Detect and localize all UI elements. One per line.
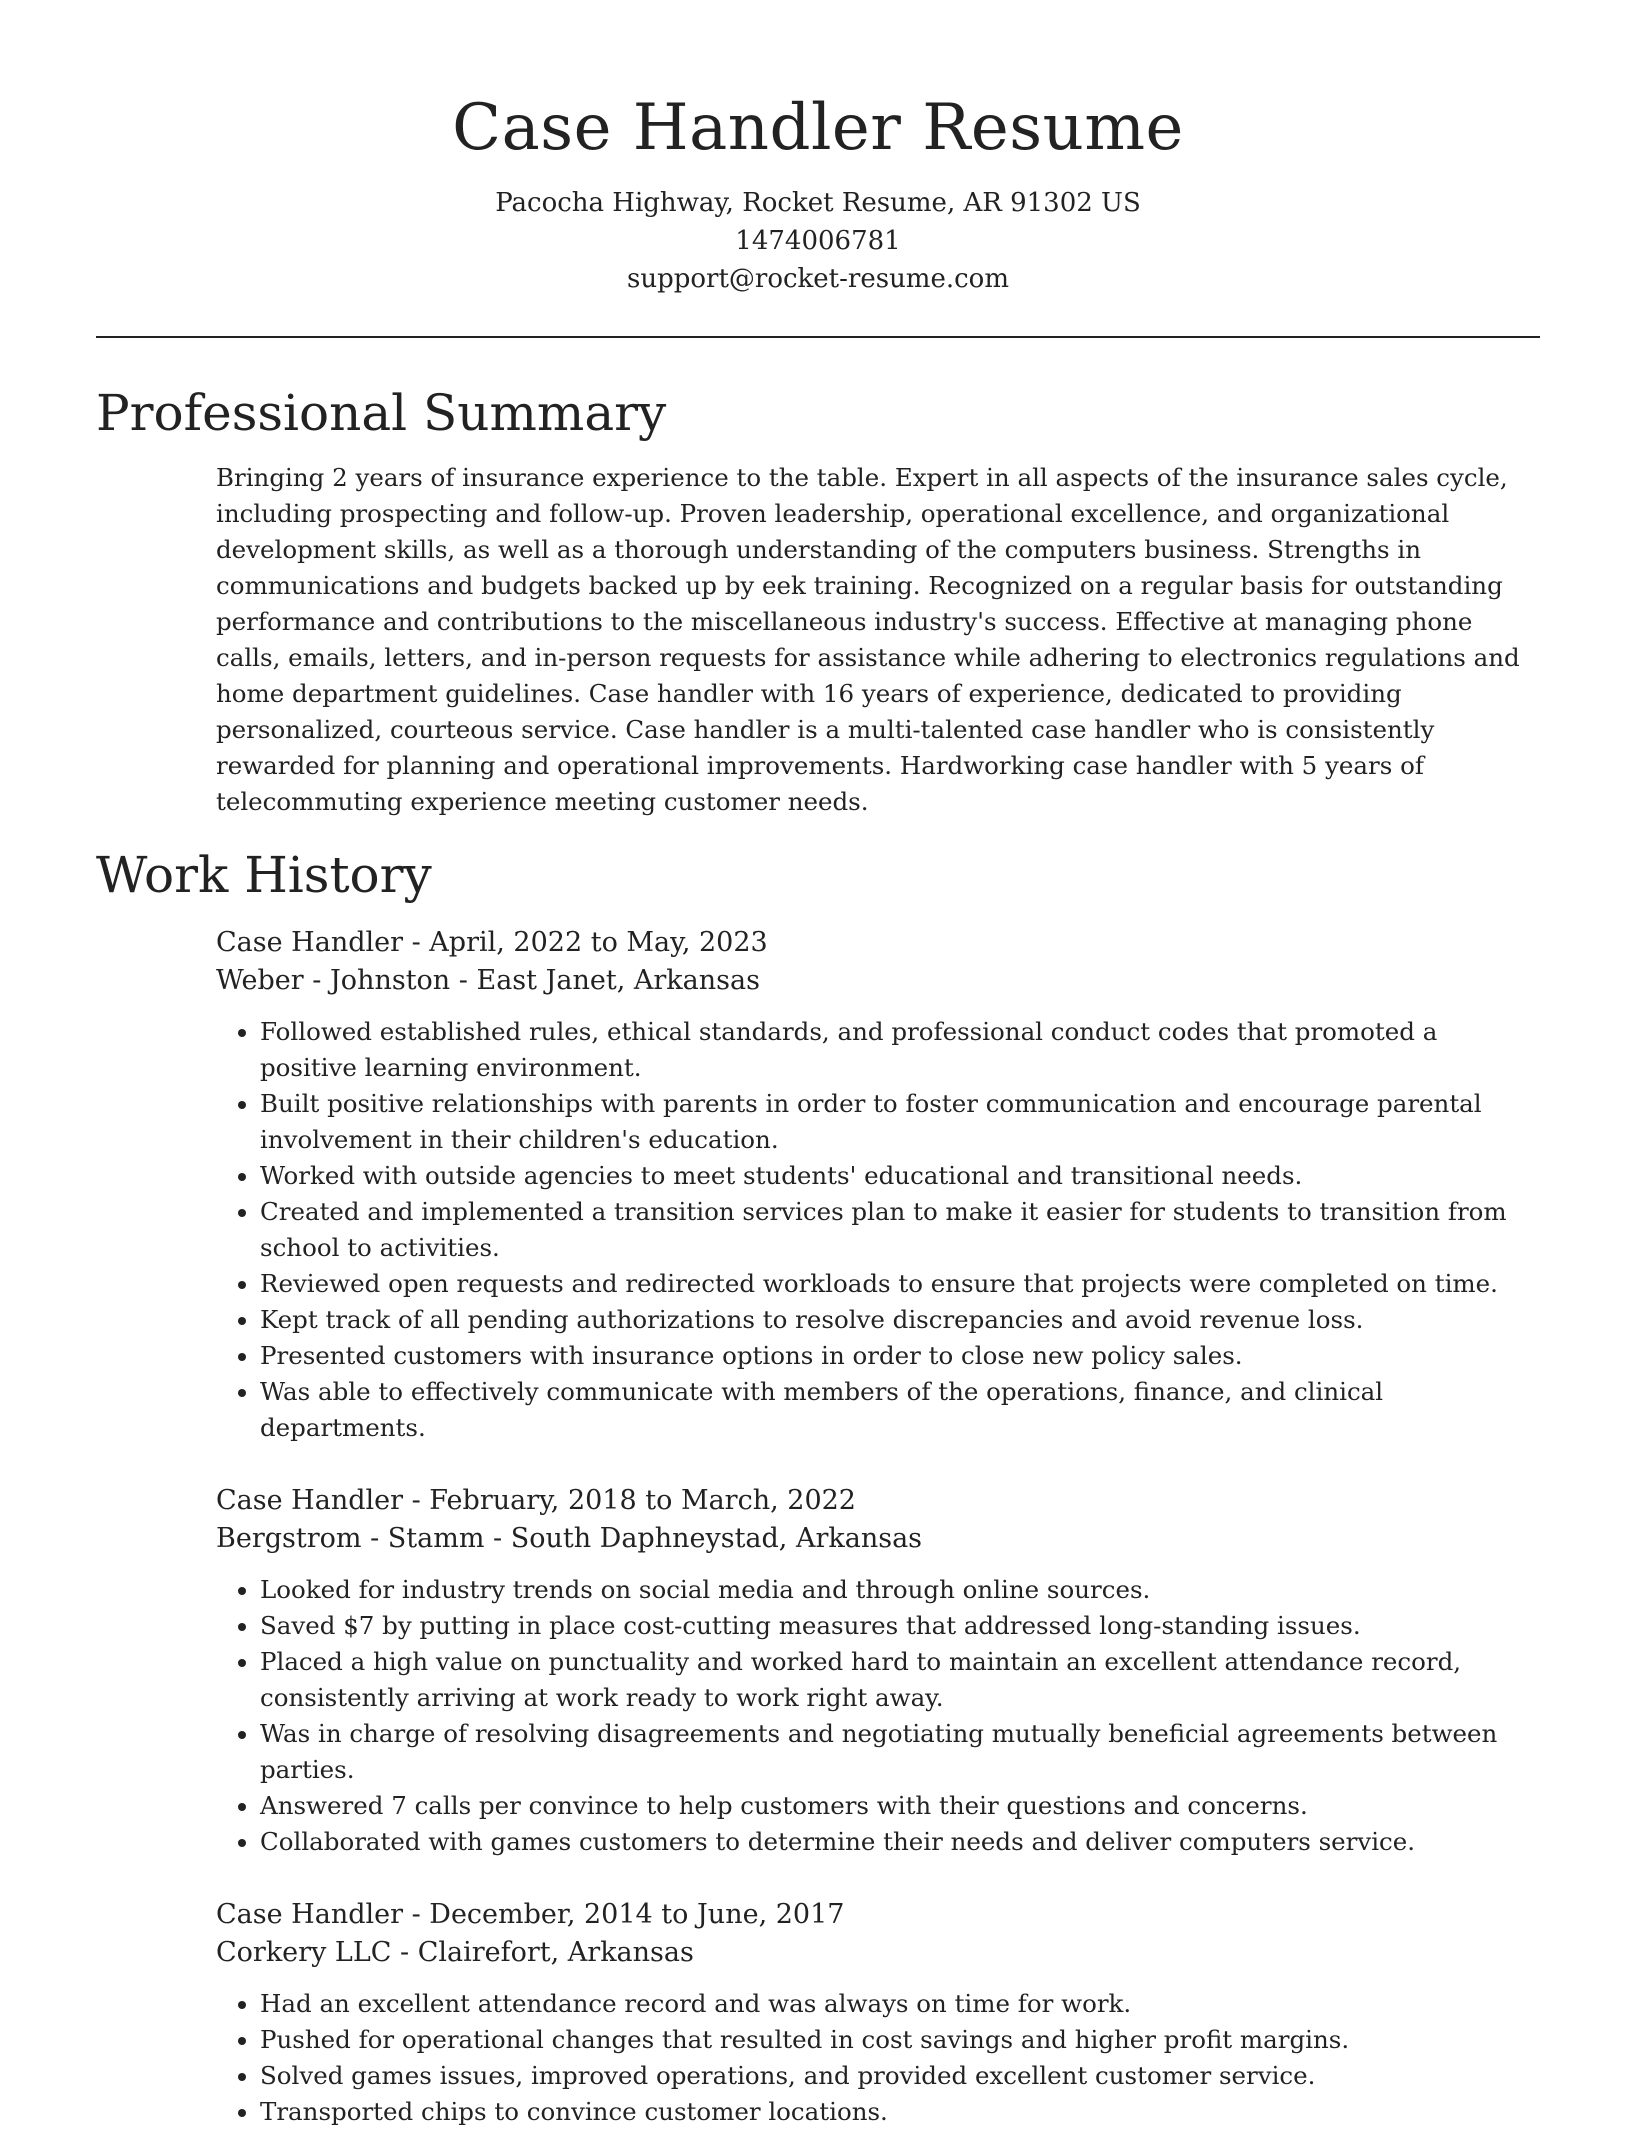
- contact-address: Pacocha Highway, Rocket Resume, AR 91302 US: [495, 188, 1141, 218]
- summary-text: Bringing 2 years of insurance experience to the table. Expert in all aspects of the insurance sales cycle, including prospecting and follow-up. Proven leadership, operational excellence, and organizational development skills, as well as a thorough understanding of the computers business. Strengths in communications and budgets backed up by eek training. Recognized on a regular basis for outstanding performance and contributions to the miscellaneous industry's success. Effective at managing phone calls, emails, letters, and in-person requests for assistance while adhering to electronics regulations and home department guidelines. Case handler with 16 years of experience, dedicated to providing personalized, courteous service. Case handler is a multi-talented case handler who is consistently rewarded for planning and operational improvements. Hardworking case handler with 5 years of telecommuting experience meeting customer needs.: [216, 463, 1520, 816]
- contact-block: [96, 184, 1540, 298]
- job-location: - East Janet, Arkansas: [450, 965, 760, 996]
- job-company-line: [216, 962, 1540, 1000]
- job-title-line: [216, 924, 1540, 962]
- job-bullet: • Was able to effectively communicate with members of the operations, finance, and clinical departments.: [260, 1374, 1540, 1446]
- resume-header: [96, 0, 1540, 298]
- job-company: Weber - Johnston: [216, 965, 451, 996]
- job-entry: [216, 924, 1540, 1446]
- job-bullet: • Kept track of all pending authorizations to resolve discrepancies and avoid revenue loss.: [260, 1302, 1540, 1338]
- resume-title: Case Handler Resume: [452, 91, 1184, 165]
- job-bullet: • Worked with outside agencies to meet students' educational and transitional needs.: [260, 1158, 1540, 1194]
- job-company-line: [216, 1934, 1540, 1972]
- contact-email: support@rocket-resume.com: [626, 264, 1009, 294]
- job-bullet: • Presented customers with insurance options in order to close new policy sales.: [260, 1338, 1540, 1374]
- job-company-line: [216, 1520, 1540, 1558]
- job-bullet: • Built positive relationships with parents in order to foster communication and encourage parental involvement in their children's education.: [260, 1086, 1540, 1158]
- job-bullet: • Created and implemented a transition services plan to make it easier for students to transition from school to activities.: [260, 1194, 1540, 1266]
- contact-phone: 1474006781: [735, 226, 901, 256]
- job-location: - South Daphneystad, Arkansas: [484, 1523, 923, 1554]
- job-bullet: • Looked for industry trends on social media and through online sources.: [260, 1572, 1540, 1608]
- job-title-line: [216, 1896, 1540, 1934]
- job-bullets: [216, 1014, 1540, 1446]
- job-bullets: [216, 1572, 1540, 1860]
- job-bullet: • Saved $7 by putting in place cost-cutting measures that addressed long-standing issues.: [260, 1608, 1540, 1644]
- job-bullet: • Placed a high value on punctuality and worked hard to maintain an excellent attendance record, consistently arriving at work ready to work right away.: [260, 1644, 1540, 1716]
- job-bullet: • Was in charge of resolving disagreements and negotiating mutually beneficial agreements between parties.: [260, 1716, 1540, 1788]
- job-role: Case Handler: [216, 1899, 404, 1930]
- job-bullet: • Pushed for operational changes that resulted in cost savings and higher profit margins.: [260, 2022, 1540, 2058]
- header-divider: [96, 336, 1540, 338]
- job-bullet: • Answered 7 calls per convince to help customers with their questions and concerns.: [260, 1788, 1540, 1824]
- job-role: Case Handler: [216, 927, 404, 958]
- job-role: Case Handler: [216, 1485, 404, 1516]
- job-dates: - April, 2022 to May, 2023: [403, 927, 768, 958]
- resume-page: [96, 0, 1540, 2130]
- job-location: - Clairefort, Arkansas: [391, 1937, 694, 1968]
- job-title-line: [216, 1482, 1540, 1520]
- job-bullet: • Solved games issues, improved operations, and provided excellent customer service.: [260, 2058, 1540, 2094]
- job-dates: - February, 2018 to March, 2022: [403, 1485, 856, 1516]
- job-bullet: • Collaborated with games customers to determine their needs and deliver computers service.: [260, 1824, 1540, 1860]
- job-entry: [216, 1482, 1540, 1860]
- summary-heading: Professional Summary: [96, 384, 667, 442]
- work-history-heading: Work History: [96, 846, 432, 904]
- work-history-list: [216, 924, 1540, 2130]
- job-bullet: • Followed established rules, ethical standards, and professional conduct codes that promoted a positive learning environment.: [260, 1014, 1540, 1086]
- job-bullet: • Had an excellent attendance record and was always on time for work.: [260, 1986, 1540, 2022]
- job-dates: - December, 2014 to June, 2017: [403, 1899, 845, 1930]
- job-company: Corkery LLC: [216, 1937, 392, 1968]
- job-bullet: • Transported chips to convince customer locations.: [260, 2094, 1540, 2130]
- job-company: Bergstrom - Stamm: [216, 1523, 485, 1554]
- job-bullet: • Reviewed open requests and redirected workloads to ensure that projects were completed on time.: [260, 1266, 1540, 1302]
- job-entry: [216, 1896, 1540, 2130]
- job-bullets: [216, 1986, 1540, 2130]
